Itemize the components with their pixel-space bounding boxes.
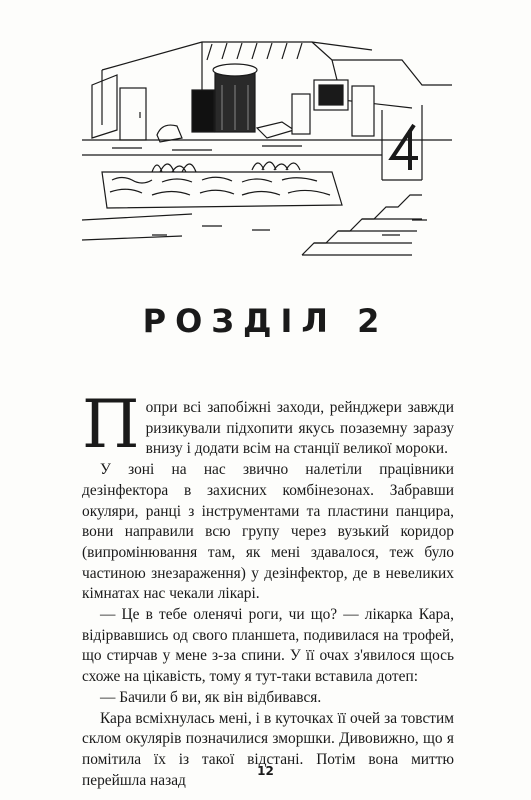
paragraph-3: — Це в тебе оленячі роги, чи що? — лікарка Кара, відірвавшись од свого планшета, подивилася на трофей, що стирчав у мене з-за спини. У її очах з'явилося щось схоже на цікавість, тому я тут-таки вставила дотеп: xyxy=(82,606,454,686)
paragraph-2: У зоні на нас звично налетіли працівники дезінфектора в захисних комбінезонах. Забравши окуляри, ранці з інструментами та пластини панцира, вони направили всю групу через вузький коридор (випромінювання там, як мені здавалося, теж було частиною знезараження) у дезінфектор, де в невеликих кімнатах нас чекали лікарі. xyxy=(82,461,454,603)
chapter-body xyxy=(82,386,454,791)
page-number: 12 xyxy=(257,764,274,778)
paragraph-1 xyxy=(82,386,454,463)
chapter-illustration xyxy=(82,30,452,265)
chapter-title: РОЗДІЛ 2 xyxy=(142,302,389,340)
paragraph-4: — Бачили б ви, як він відбивався. xyxy=(100,688,322,706)
paragraph-1-text: опри всі запобіжні заходи, рейнджери завжди ризикували підхопити якусь позаземну заразу внизу і додати всім на станції великої мороки. xyxy=(145,399,454,458)
paragraph-5: Кара всміхнулась мені, і в куточках її очей за товстим склом окулярів позначилися зморшки. Дивовижно, що я помітила їх із такої відстані. Потім вона миттю перейшла назад xyxy=(82,709,454,789)
drop-cap: П xyxy=(82,386,140,463)
